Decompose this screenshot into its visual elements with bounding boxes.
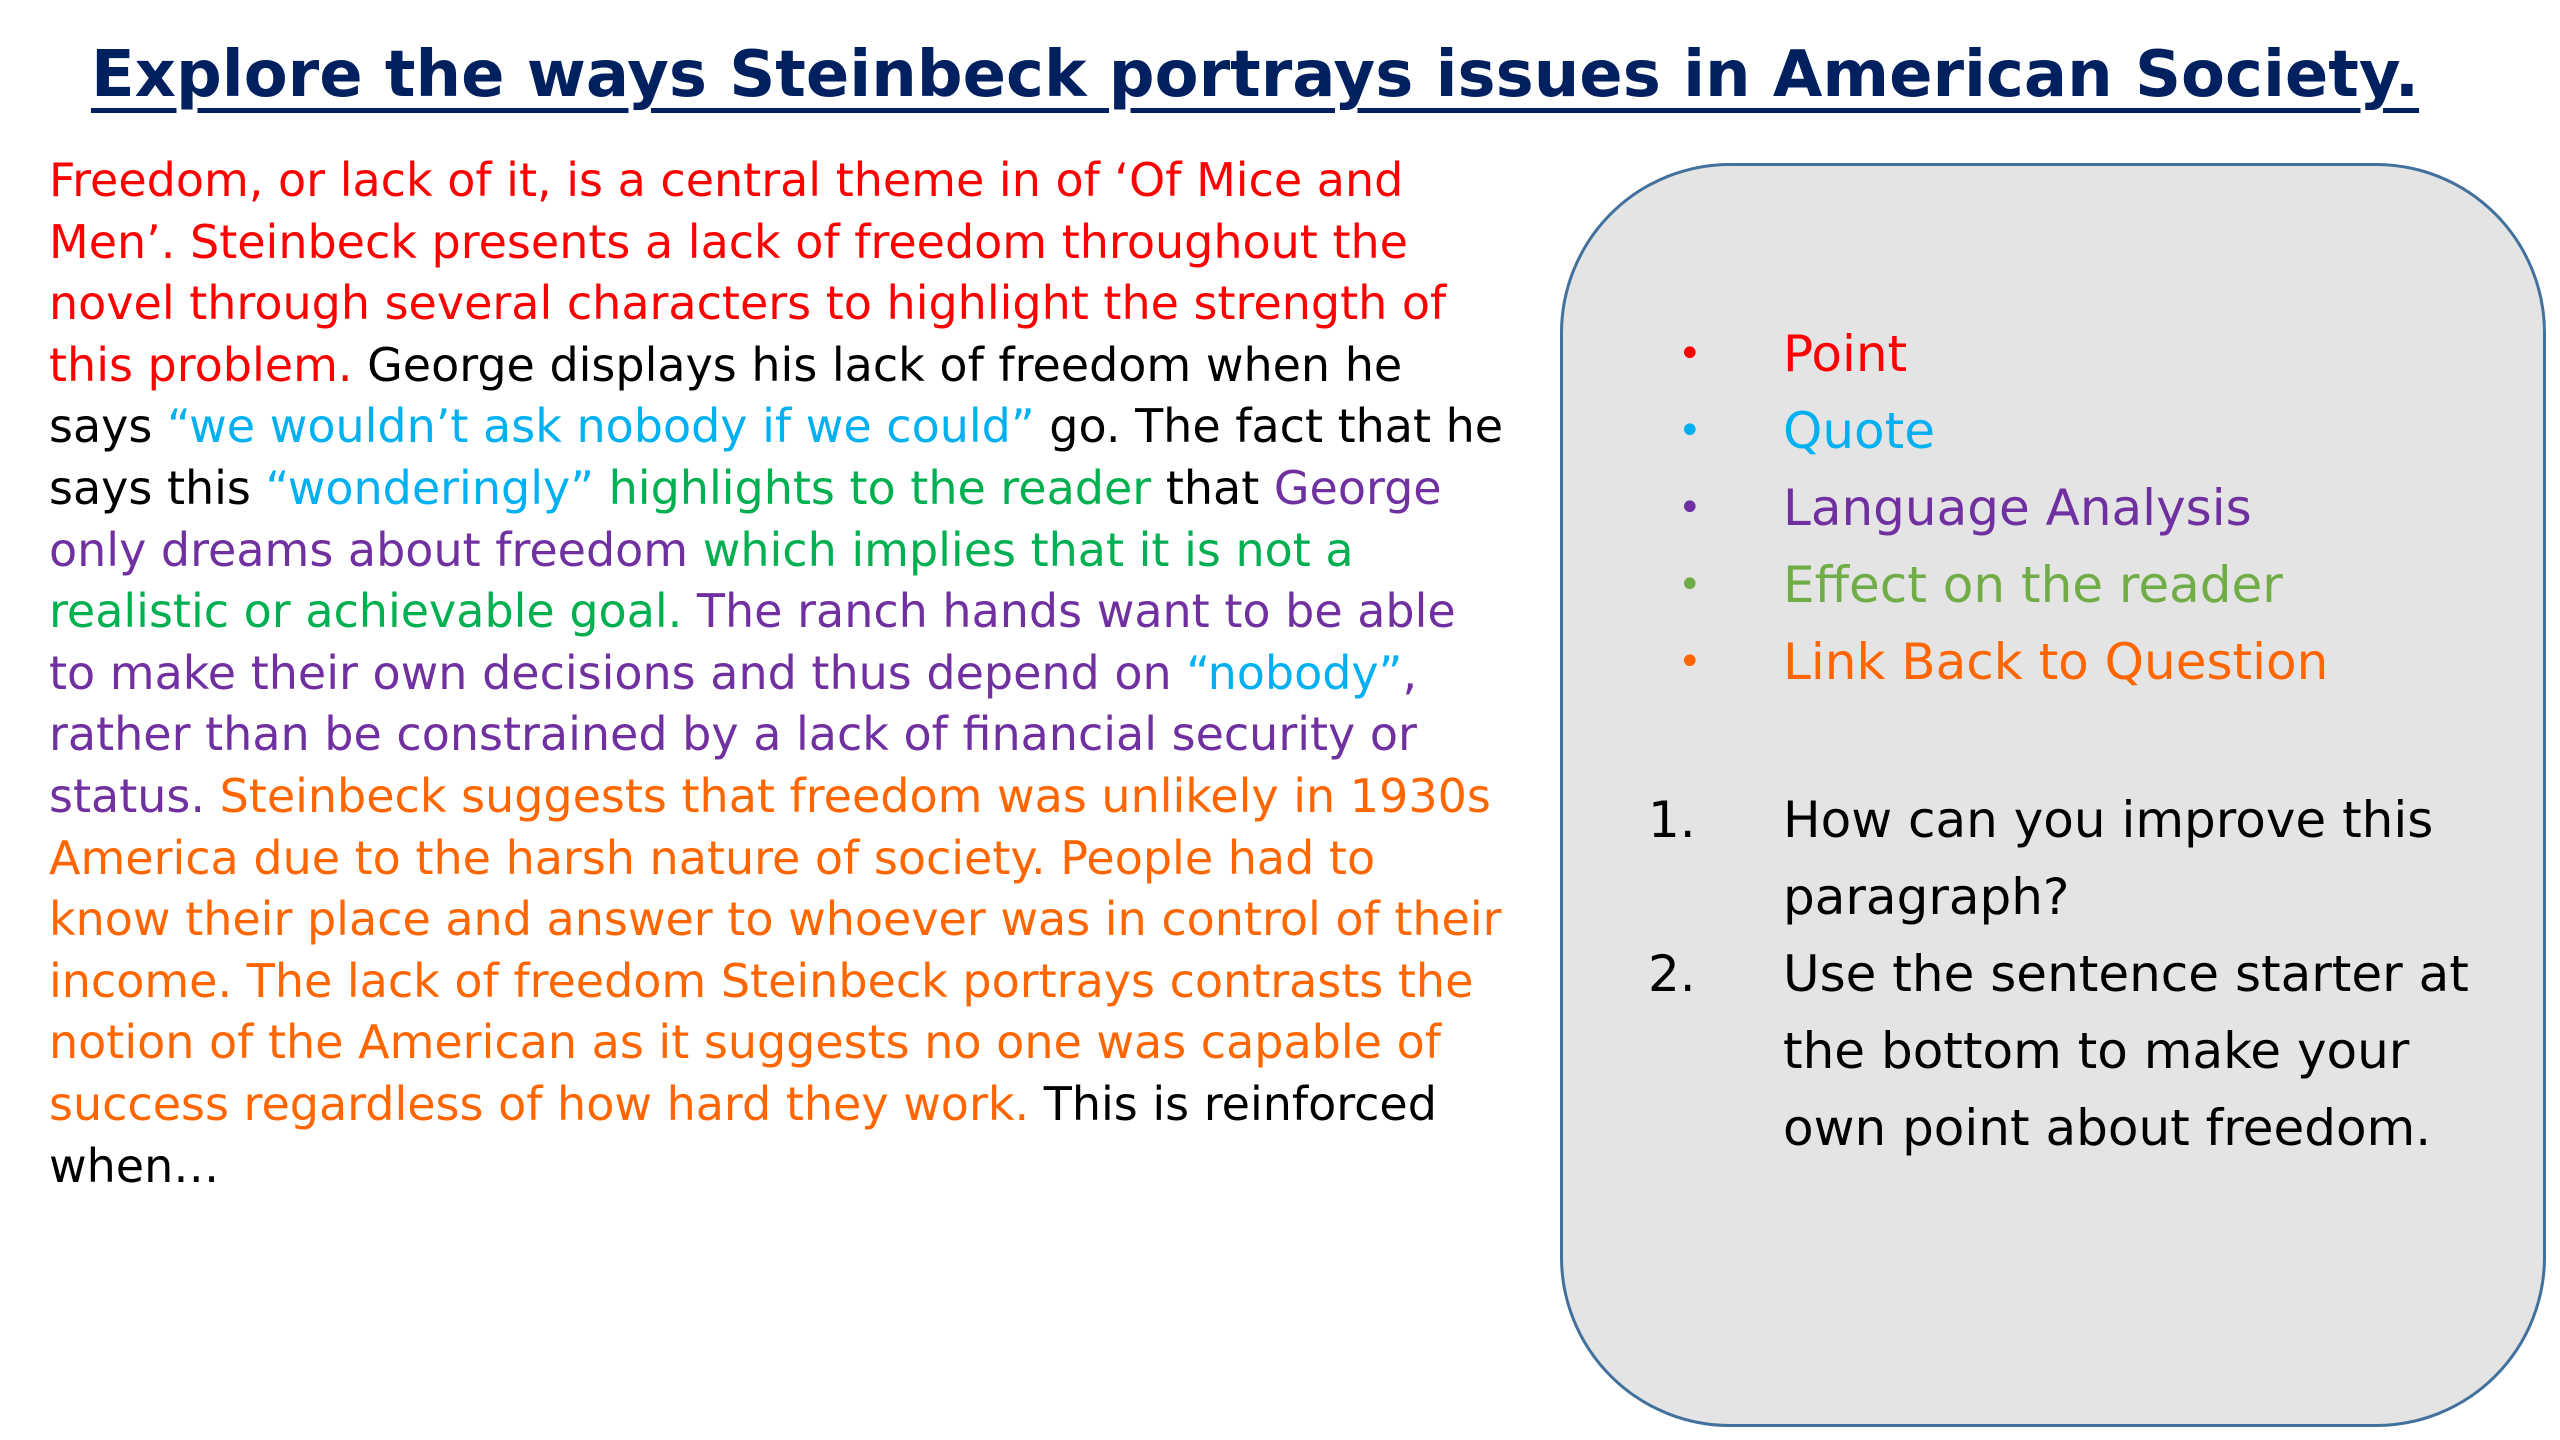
list-item xyxy=(1623,470,2328,547)
bullet-icon: • xyxy=(1678,485,1702,531)
task-number: 1. xyxy=(1648,791,1696,849)
model-paragraph xyxy=(49,150,1509,1197)
paragraph-language-analysis: George only dreams about freedom xyxy=(49,460,1442,577)
peel-link-label: Link Back to Question xyxy=(1783,633,2329,691)
bullet-icon: • xyxy=(1678,408,1702,454)
task-text: How can you improve this paragraph? xyxy=(1783,791,2434,926)
peel-language-label: Language Analysis xyxy=(1783,479,2252,537)
bullet-icon: • xyxy=(1678,331,1702,377)
list-item xyxy=(1623,547,2328,624)
peel-checklist xyxy=(1623,316,2328,701)
list-item xyxy=(1623,393,2328,470)
paragraph-effect: which implies that it is not a realistic or achievable goal. xyxy=(49,522,1354,639)
paragraph-quote: “nobody” xyxy=(1186,645,1403,700)
paragraph-sentence-starter: This is reinforced when… xyxy=(49,1076,1437,1193)
list-item xyxy=(1623,316,2328,393)
paragraph-quote: “wonderingly” xyxy=(265,460,595,515)
list-item xyxy=(1623,624,2328,701)
task-text: Use the sentence starter at the bottom to make your own point about freedom. xyxy=(1783,945,2469,1157)
paragraph-language-analysis: The ranch hands want to be able to make their own decisions and thus depend on xyxy=(49,584,1456,700)
peel-point-label: Point xyxy=(1783,325,1908,383)
paragraph-point: Freedom, or lack of it, is a central theme in of ‘Of Mice and Men’. Steinbeck presents a lack of freedom throughout the novel through several characters to highlight the strength of this problem. xyxy=(49,153,1447,392)
list-item xyxy=(1623,782,2503,936)
paragraph-plain-text: that xyxy=(1151,460,1274,515)
paragraph-link-back: Steinbeck suggests that freedom was unlikely in 1930s America due to the harsh nature of society. People had to know their place and answer to whoever was in control of their income. The lack of freedom Steinbeck portrays contrasts the notion of the American as it suggests no one was capable of success regardless of how hard they work. xyxy=(49,768,1502,1131)
peel-effect-label: Effect on the reader xyxy=(1783,556,2283,614)
paragraph-quote: “we wouldn’t ask nobody if we could” xyxy=(166,399,1035,454)
checklist-panel xyxy=(1560,163,2546,1427)
paragraph-plain-text: go. The fact that he says this xyxy=(49,399,1504,515)
task-list xyxy=(1623,782,2503,1167)
bullet-icon: • xyxy=(1678,639,1702,685)
list-item xyxy=(1623,936,2503,1167)
slide-title: Explore the ways Steinbeck portrays issues in American Society. xyxy=(90,38,2420,112)
bullet-icon: • xyxy=(1678,562,1702,608)
task-number: 2. xyxy=(1648,945,1696,1003)
paragraph-plain-text: George displays his lack of freedom when he says xyxy=(49,337,1403,454)
peel-quote-label: Quote xyxy=(1783,402,1936,460)
paragraph-effect: highlights to the reader xyxy=(594,460,1152,515)
paragraph-language-analysis: , rather than be constrained by a lack of financial security or status. xyxy=(49,645,1418,823)
